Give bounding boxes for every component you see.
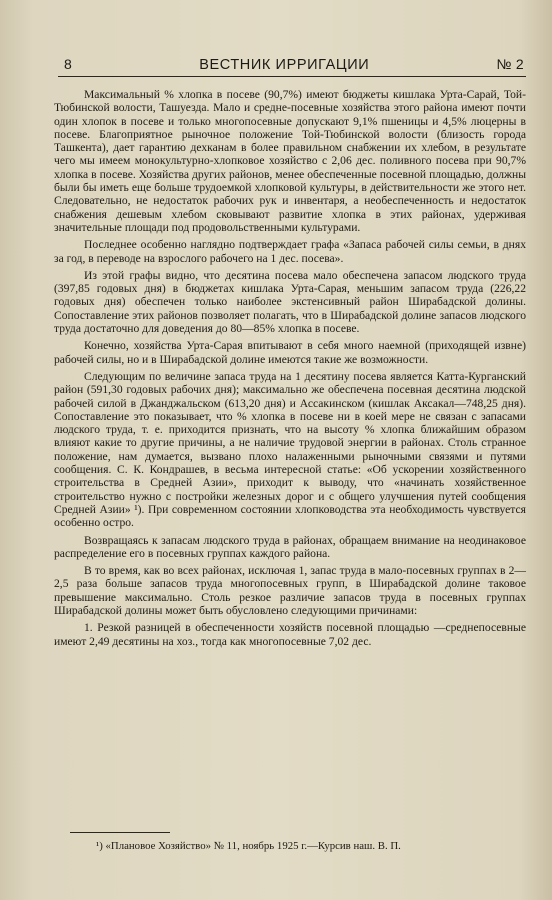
paragraph: В то время, как во всех районах, исключая 1, запас труда в мало-посевных группах в 2—2,5 раза больше запасов труда многопосевных групп, в Ширабадской долине таковое превышение максимально. Столь резкое различие запасов труда в посевных группах Ширабадской долины может быть обусловлено следующими причинами: [54,564,526,617]
list-item: 1. Резкой разницей в обеспеченности хозяйств посевной площадью —среднепосевные имеют 2,49 десятины на хоз., тогда как многопосевные 7,02 дес. [54,621,526,648]
paragraph: Последнее особенно наглядно подтверждает графа «Запаса рабочей силы семьи, в днях за год, в переводе на взрослого рабочего на 1 дес. посева». [54,238,526,265]
paragraph: Следующим по величине запаса труда на 1 десятину посева является Катта-Курганский район (591,30 годовых рабочих дня); максимально же обеспечена посевная десятина людской рабочей силой в Джанджальском (613,20 дня) и Ассакинском (кишлак Аксакал—748,25 дня). Сопоставление это показывает, что % хлопка в посеве ни в коей мере не связан с запасами людского труда, т. е. приходится признать, что на высоту % хлопка ближайшим образом влияют какие то другие причины, а не наличие трудовой энергии в районах. Столь странное положение, нам думается, вызвано плохо налаженными рыночными связями и путями сообщения. С. К. Кондрашев, в весьма интересной статье: «Об ускорении хозяйственного строительства в Средней Азии», приходит к выводу, что «начинать хозяйственное строительство нужно с постройки железных дорог и с общего улучшения путей сообщения Средней Азии» ¹). При современном состоянии хлопководства эта необходимость чувствуется особенно остро. [54,369,526,530]
paragraph: Конечно, хозяйства Урта-Сарая впитывают в себя много наемной (приходящей извне) рабочей силы, но и в Ширабадской долине имеются такие же возможности. [54,339,526,366]
running-header [64,56,524,73]
header-rule [58,76,526,77]
page-number: 8 [64,56,73,72]
journal-title: ВЕСТНИК ИРРИГАЦИИ [199,57,370,73]
paragraph: Возвращаясь к запасам людского труда в районах, обращаем внимание на неодинаковое распределение его в посевных группах каждого района. [54,533,526,560]
issue-number: № 2 [496,56,524,72]
article-body [54,88,526,652]
paragraph: Из этой графы видно, что десятина посева мало обеспечена запасом людского труда (397,85 годовых дня) в бюджетах кишлака Урта-Сарая, меньшим запасом труда (226,22 годовых дня) обеспечен только наиболее экстенсивный район Ширабадской долины. Сопоставление этих районов позволяет полагать, что в Ширабадской долине запасов людского труда достаточно для доведения до 80—85% хлопка в посеве. [54,268,526,336]
footnote: ¹) «Плановое Хозяйство» № 11, ноябрь 1925 г.—Курсив наш. В. П. [96,840,401,852]
footnote-rule [70,832,170,833]
paragraph: Максимальный % хлопка в посеве (90,7%) имеют бюджеты кишлака Урта-Сарай, Той-Тюбинской волости, Ташуезда. Мало и средне-посевные хозяйства этого района имеют почти один хлопок в посеве и только многопосевные допускают 9,1% пшеницы и 4,5% люцерны в посеве. Благоприятное рыночное положение Той-Тюбинской волости (близость города Ташкента), дает гарантию дехканам в более правильном снабжении их хлебом, в результате чего мы имеем монокультурно-хлопковое хозяйство с 2,06 дес. поливного посева при 90,7% хлопка в посеве. Хозяйства других районов, менее обеспеченные посевной площадью, должны были бы иметь еще больше трудоемкой хлопковой культуры, в действительности же этого нет. Следовательно, не недостаток рабочих рук и инвентаря, а необеспеченность и недостаток снабжения дешевым хлебом сковывают развитие хлопка в этих районах, удерживая значительные площади под продовольственными культурами. [54,88,526,234]
